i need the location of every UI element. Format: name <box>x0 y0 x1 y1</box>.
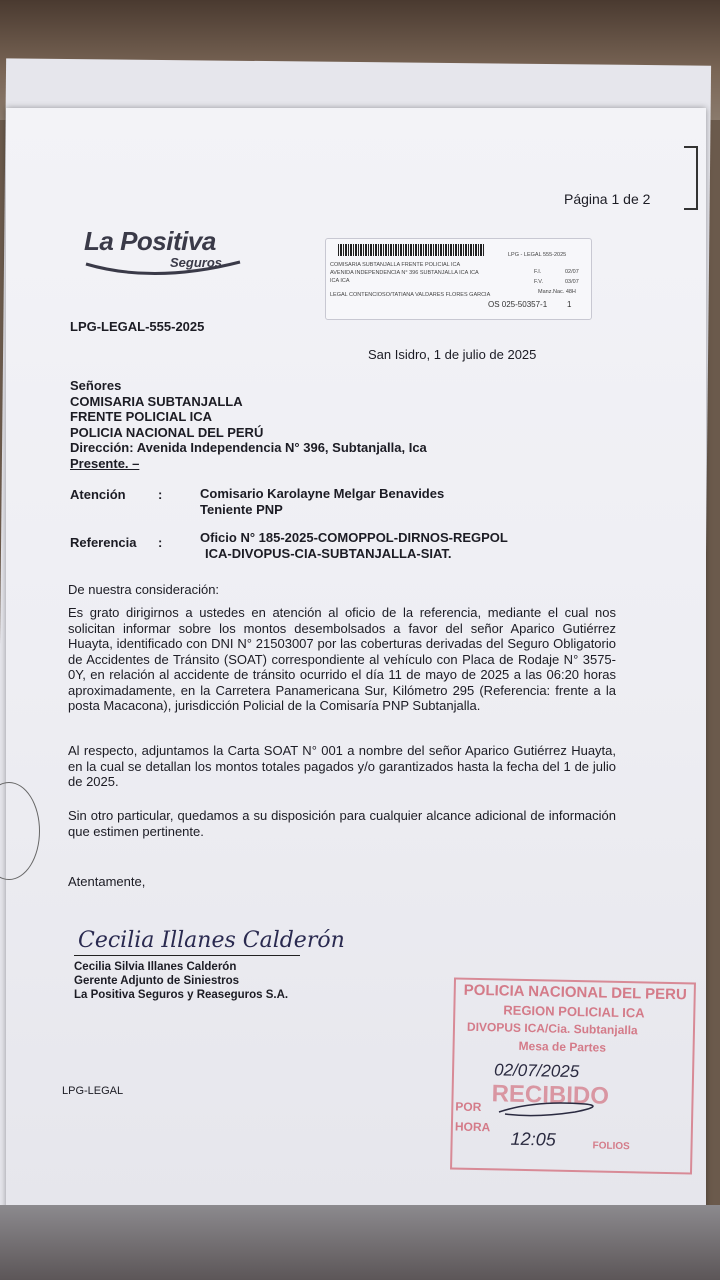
addressee-line: Dirección: Avenida Independencia N° 396, Subtanjalla, Ica <box>70 440 427 455</box>
received-stamp <box>450 977 696 1174</box>
attention-line: Teniente PNP <box>200 501 283 517</box>
addressee-line: Señores <box>70 378 122 393</box>
body-paragraph: Es grato dirigirnos a ustedes en atención al oficio de la referencia, mediante el cual nos solicitan informar sobre los montos desembolsados a favor del señor Aparico Gutiérrez Huayta, identificado con DNI N° 21503007 por las coberturas derivadas del Seguro Obligatorio de Accidentes de Tránsito (SOAT) correspondiente al vehículo con Placa de Rodaje N° 3575-0Y, en relación al accidente de tránsito ocurrido el día 11 de mayo de 2025 a las 06:20 horas aproximadamente, en la Carretera Panamericana Sur, Kilómetro 295 (Referencia: frente a la posta Macacona), jurisdicción Policial de la Comisaría PNP Subtanjalla. <box>68 605 616 713</box>
handwritten-signature: Cecilia Illanes Calderón <box>78 928 345 953</box>
company-logo: La Positiva <box>84 226 216 256</box>
closing: Atentamente, <box>68 874 146 889</box>
signature-line <box>74 955 300 956</box>
receipt-fi-label: F.I. <box>534 269 542 275</box>
logo-swoosh-icon <box>84 258 244 282</box>
stamp-signature-scribble <box>495 1098 615 1120</box>
signer-name: Cecilia Silvia Illanes Calderón <box>74 961 237 973</box>
receipt-fv-value: 03/07 <box>565 279 579 285</box>
footer-code: LPG-LEGAL <box>62 1085 124 1097</box>
reference-line: Oficio N° 185-2025-COMOPPOL-DIRNOS-REGPOL <box>200 530 508 545</box>
attention-label: Atención <box>70 487 126 502</box>
receipt-line-1: COMISARIA SUBTANJALLA FRENTE POLICIAL ICA <box>330 262 461 268</box>
stamp-folios: FOLIOS <box>592 1140 630 1153</box>
receipt-code: LPG - LEGAL 555-2025 <box>508 252 567 258</box>
stamp-line-2: REGION POLICIAL ICA <box>503 1002 645 1021</box>
letter-date: San Isidro, 1 de julio de 2025 <box>368 347 537 362</box>
letter-reference: LPG-LEGAL-555-2025 <box>70 319 205 334</box>
receipt-line-2: AVENIDA INDEPENDENCIA N° 396 SUBTANJALLA ICA ICA <box>330 270 479 276</box>
stamp-line-1: POLICIA NACIONAL DEL PERU <box>463 981 687 1004</box>
receipt-line-4: LEGAL CONTENCIOSO/TATIANA VALDARES FLORES GARCIA <box>330 292 491 298</box>
page-number: Página 1 de 2 <box>564 191 651 207</box>
body-paragraph: Sin otro particular, quedamos a su disposición para cualquier alcance adicional de información que estimen pertinente. <box>68 808 616 839</box>
receipt-os: OS 025-50357-1 <box>488 300 548 309</box>
attention-colon: : <box>158 487 163 502</box>
greeting: De nuestra consideración: <box>68 582 220 597</box>
signer-block <box>74 960 288 1002</box>
addressee-line: POLICIA NACIONAL DEL PERÚ <box>70 424 264 440</box>
addressee-line: COMISARIA SUBTANJALLA <box>70 393 243 409</box>
reference-colon: : <box>158 535 163 550</box>
receipt-line-3: ICA ICA <box>330 278 350 284</box>
stamp-line-4: Mesa de Partes <box>518 1038 607 1055</box>
background-bottom <box>0 1205 720 1280</box>
reference-line: ICA-DIVOPUS-CIA-SUBTANJALLA-SIAT. <box>205 545 452 561</box>
receipt-fv-label: F.V. <box>534 279 543 285</box>
margin-bracket <box>684 146 698 210</box>
attention-line: Comisario Karolayne Melgar Benavides <box>200 486 445 501</box>
presente: Presente. – <box>70 455 140 471</box>
signer-title: Gerente Adjunto de Siniestros <box>74 975 240 987</box>
receipt-manz: Manz.Nac. 48H <box>538 289 576 295</box>
reference-value <box>200 530 508 561</box>
barcode-icon <box>338 244 484 256</box>
receipt-os-n: 1 <box>567 300 572 309</box>
stamp-time-handwritten: 12:05 <box>510 1128 556 1150</box>
company-logo-sub: Seguros <box>170 255 223 270</box>
attention-value <box>200 486 444 517</box>
stamp-hora: HORA <box>454 1119 491 1135</box>
addressee-block <box>70 378 427 471</box>
stamp-por: POR <box>455 1099 482 1115</box>
receipt-fi-value: 02/07 <box>565 269 579 275</box>
body-paragraph: Al respecto, adjuntamos la Carta SOAT N° 001 a nombre del señor Aparico Gutiérrez Huayta, en la cual se detallan los montos totales pagados y/o garantizados hasta la fecha del 1 de julio de 2025. <box>68 743 616 789</box>
stamp-line-3: DIVOPUS ICA/Cia. Subtanjalla <box>466 1019 638 1038</box>
reference-label: Referencia <box>70 535 137 550</box>
stamp-status: RECIBIDO <box>491 1080 610 1110</box>
stamp-date-handwritten: 02/07/2025 <box>493 1060 580 1082</box>
signer-company: La Positiva Seguros y Reaseguros S.A. <box>74 989 289 1001</box>
addressee-line: FRENTE POLICIAL ICA <box>70 409 213 424</box>
